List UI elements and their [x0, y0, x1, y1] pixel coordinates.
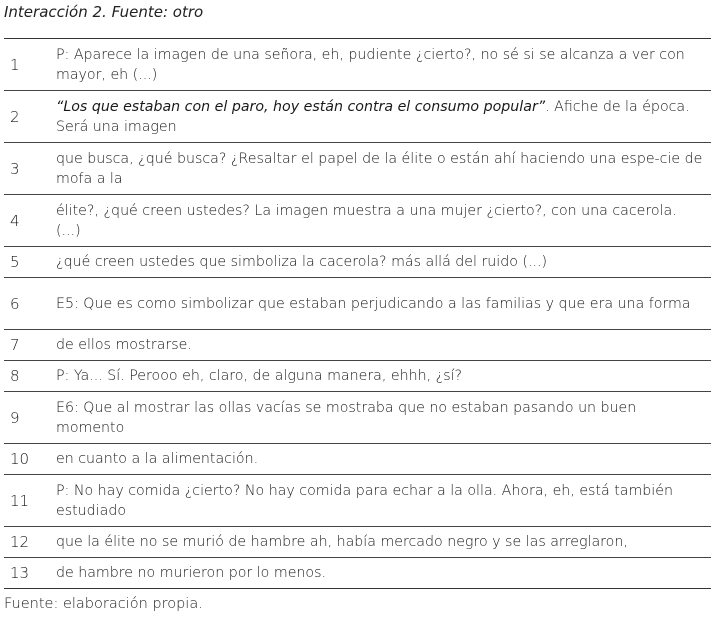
row-text: P: Ya... Sí. Perooo eh, claro, de alguna manera, ehhh, ¿sí?: [56, 368, 463, 384]
table-row: [4, 247, 711, 278]
row-text: [56, 97, 711, 137]
row-number: 6: [10, 294, 20, 313]
row-text: de ellos mostrarse.: [56, 337, 192, 353]
table-row: [4, 91, 711, 143]
table-row: [4, 143, 711, 195]
row-number: 10: [10, 450, 30, 468]
row-number: 13: [10, 564, 30, 582]
row-text: que busca, ¿qué busca? ¿Resaltar el papel de la élite o están ahí haciendo una espe-cie de mofa a la: [56, 150, 703, 187]
row-text: ¿qué creen ustedes que simboliza la cacerola? más allá del ruido (...): [56, 254, 548, 270]
row-number: 1: [10, 55, 20, 74]
table-row: [4, 558, 711, 589]
table-row: [4, 444, 711, 475]
row-number: 7: [10, 336, 20, 354]
row-text: élite?, ¿qué creen ustedes? La imagen muestra a una mujer ¿cierto?, con una cacerola. (...): [56, 202, 677, 239]
row-number: 11: [10, 491, 30, 510]
table-row: [4, 475, 711, 527]
row-number: 9: [10, 408, 20, 427]
row-text: en cuanto a la alimentación.: [56, 451, 259, 467]
row-text-quote: “Los que estaban con el paro, hoy están contra el consumo popular”: [56, 98, 546, 115]
row-number: 2: [10, 107, 20, 126]
transcript-table: [4, 38, 711, 589]
table-row: [4, 39, 711, 91]
row-text: de hambre no murieron por lo menos.: [56, 565, 326, 581]
row-number: 8: [10, 367, 20, 385]
row-text: E6: Que al mostrar las ollas vacías se mostraba que no estaban pasando un buen momento: [56, 399, 637, 436]
row-text: P: Aparece la imagen de una señora, eh, pudiente ¿cierto?, no sé si se alcanza a ver con mayor, eh (...): [56, 46, 685, 83]
table-caption: Interacción 2. Fuente: otro: [4, 3, 204, 21]
row-text: que la élite no se murió de hambre ah, había mercado negro y se las arreglaron,: [56, 534, 628, 550]
table-row: [4, 527, 711, 558]
table-source-note: Fuente: elaboración propia.: [4, 596, 203, 612]
row-text-rest: . Afiche de la época. Será una imagen: [56, 98, 690, 135]
table-row: [4, 392, 711, 444]
table-row: [4, 278, 711, 330]
row-text: P: No hay comida ¿cierto? No hay comida para echar a la olla. Ahora, eh, está también estudiado: [56, 482, 673, 519]
row-number: 3: [10, 159, 20, 178]
table-row: [4, 330, 711, 361]
table-row: [4, 361, 711, 392]
row-number: 4: [10, 211, 20, 230]
row-number: 12: [10, 533, 30, 551]
row-text: E5: Que es como simbolizar que estaban perjudicando a las familias y que era una forma: [56, 295, 691, 312]
table-row: [4, 195, 711, 247]
row-number: 5: [10, 253, 20, 271]
